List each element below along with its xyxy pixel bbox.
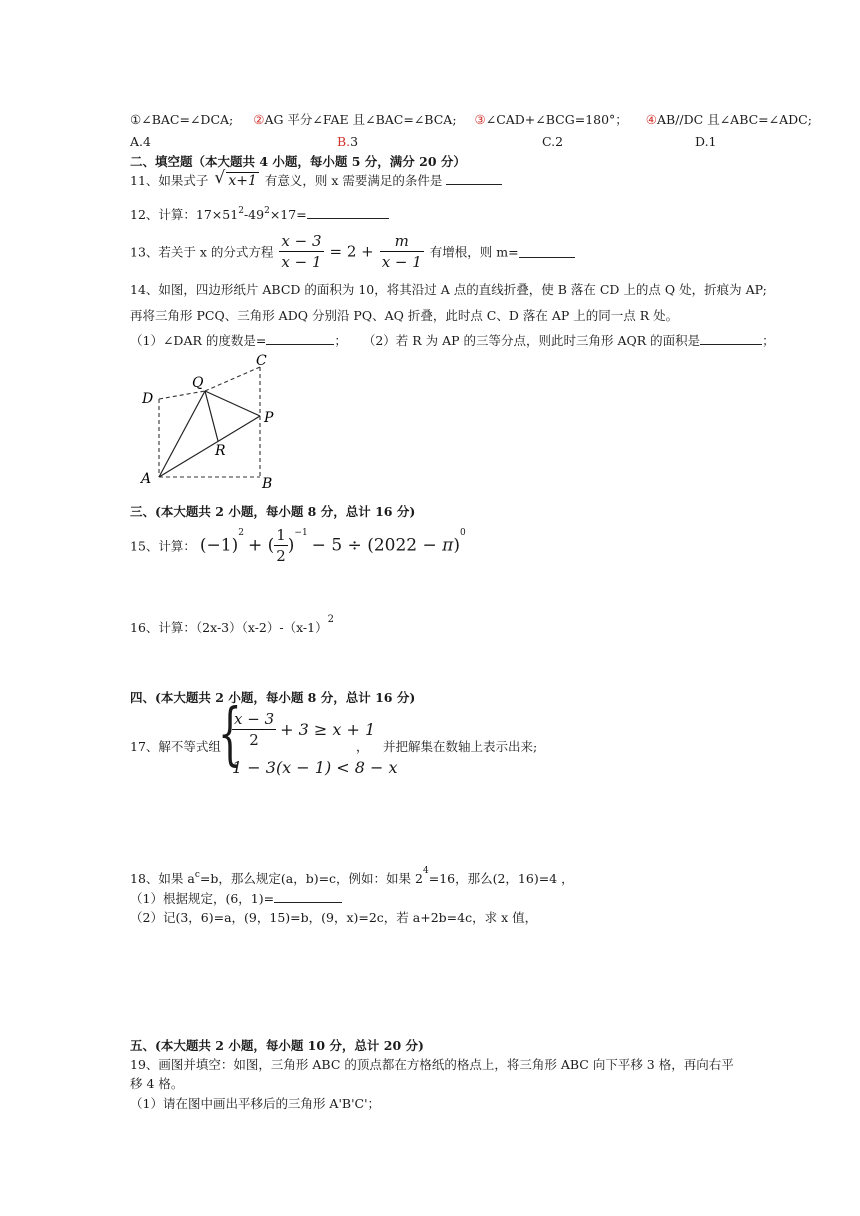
q15-rest: − 5 ÷ (2022 − xyxy=(311,535,443,556)
q10-opt2: AG 平分∠FAE 且∠BAC=∠BCA; xyxy=(264,112,457,127)
q17-fden: 2 xyxy=(249,731,259,749)
segment-ap xyxy=(159,416,260,477)
q14-part1-end: ； xyxy=(334,333,347,348)
q15-exp2: −1 xyxy=(294,528,308,538)
q17-fraction xyxy=(232,710,276,749)
q17-ineq1 xyxy=(232,710,375,749)
q18-text-b: =b，那么规定(a，b)=c，例如：如果 2 xyxy=(199,871,423,886)
section2-title: 二、填空题（本大题共 4 小题，每小题 5 分，满分 20 分） xyxy=(130,154,466,169)
label-p: P xyxy=(264,410,274,426)
q18-line1 xyxy=(130,866,574,887)
q10-opt4-circle: ④ xyxy=(645,112,657,127)
q16-text: 16、计算：（2x-3）（x-2）-（x-1） xyxy=(130,620,328,635)
q13-eq: = 2 + xyxy=(329,242,374,261)
q15-close2: ) xyxy=(453,535,460,556)
q17-ineq2: 1 − 3(x − 1) < 8 − x xyxy=(232,758,398,777)
q16-line xyxy=(130,614,334,636)
q10-options-row xyxy=(130,110,812,128)
q13-fraction-1 xyxy=(279,232,323,271)
q11-line xyxy=(130,170,502,192)
q15-fnum: 1 xyxy=(276,526,286,544)
q14-geometry-figure xyxy=(138,354,288,490)
q16-exp: 2 xyxy=(327,614,334,625)
q11-suffix: 有意义，则 x 需要满足的条件是 xyxy=(264,173,443,188)
label-q: Q xyxy=(192,375,204,391)
q11-prefix: 11、如果式子 xyxy=(130,173,209,188)
q13-num2: m xyxy=(380,232,424,252)
q17-fnum: x − 3 xyxy=(234,710,275,728)
q12-line xyxy=(130,205,389,223)
q12-sq1: 2 xyxy=(238,206,244,216)
q14-part2-end: ； xyxy=(762,333,775,348)
q10-choice-b xyxy=(337,134,358,149)
q15-prefix: 15、计算： xyxy=(130,538,196,554)
q10-opt1-circle: ① xyxy=(130,112,142,127)
label-c: C xyxy=(256,354,267,369)
q15-close: ) xyxy=(287,535,295,556)
q14-parts xyxy=(130,331,775,349)
sqrt-expression xyxy=(214,170,259,192)
answer-blank[interactable] xyxy=(446,172,502,185)
q15-fraction xyxy=(274,526,288,565)
q15-term1: (−1) xyxy=(199,535,239,556)
q12-mid: -49 xyxy=(243,207,265,222)
q18-part1: （1）根据规定，(6，1)= xyxy=(130,891,275,906)
answer-blank[interactable] xyxy=(700,332,762,345)
q18-part2: （2）记(3，6)=a，(9，15)=b，(9，x)=2c，若 a+2b=4c，求 x 值， xyxy=(130,910,538,925)
q12-prefix: 12、计算：17×51 xyxy=(130,207,239,222)
section3-title: 三、(本大题共 2 小题，每小题 8 分，总计 16 分) xyxy=(130,504,416,519)
answer-blank[interactable] xyxy=(307,206,389,219)
section4-title: 四、(本大题共 2 小题，每小题 8 分，总计 16 分) xyxy=(130,690,416,705)
q18-text-a: 18、如果 a xyxy=(130,871,195,886)
q15-pi: π xyxy=(442,535,454,556)
q15-exp3: 0 xyxy=(459,528,466,538)
q13-prefix: 13、若关于 x 的分式方程 xyxy=(130,244,274,260)
q10-opt3-circle: ③ xyxy=(474,112,486,127)
label-r: R xyxy=(215,443,226,459)
q18-sup-c: c xyxy=(194,870,200,880)
segment-qp xyxy=(205,391,260,416)
label-a: A xyxy=(141,471,152,487)
q10-choice-b-letter: B. xyxy=(337,134,351,149)
q13-line xyxy=(130,232,575,271)
q18-part1-line xyxy=(130,889,342,907)
q15-line xyxy=(130,526,466,565)
q13-suffix: 有增根，则 m= xyxy=(429,244,519,260)
q17-left-brace: { xyxy=(218,695,242,774)
q10-choice-b-value: 3 xyxy=(350,134,359,149)
answer-blank[interactable] xyxy=(274,890,342,903)
q12-suffix: ×17= xyxy=(269,207,307,222)
sqrt-radical-sign: √ xyxy=(214,168,226,188)
q12-sq2: 2 xyxy=(264,206,270,216)
q18-text-c: =16，那么(2，16)=4 ， xyxy=(428,871,574,886)
q17-comma: ， xyxy=(356,739,369,754)
q19-part1: （1）请在图中画出平移后的三角形 A'B'C'； xyxy=(130,1096,381,1111)
dashed-line-qc xyxy=(205,367,260,391)
answer-blank[interactable] xyxy=(266,332,334,345)
label-d: D xyxy=(142,391,154,407)
q13-num1: x − 3 xyxy=(281,232,322,250)
q13-fraction-2 xyxy=(380,232,424,271)
q10-opt4: AB//DC 且∠ABC=∠ADC; xyxy=(657,112,812,127)
q14-part2: （2）若 R 为 AP 的三等分点，则此时三角形 AQR 的面积是 xyxy=(362,333,701,348)
q15-fden: 2 xyxy=(276,547,286,565)
segment-aq xyxy=(159,391,205,477)
dashed-line-dq xyxy=(159,391,205,399)
q17-prefix: 17、解不等式组 xyxy=(130,739,221,754)
q19-line2: 移 4 格。 xyxy=(130,1076,184,1091)
q15-exp1: 2 xyxy=(238,528,244,538)
q10-opt2-circle: ② xyxy=(253,112,265,127)
q10-opt1: ∠BAC=∠DCA; xyxy=(141,112,234,127)
q14-line1: 14、如图，四边形纸片 ABCD 的面积为 10，将其沿过 A 点的直线折叠，使 B 落在 CD 上的点 Q 处，折痕为 AP; xyxy=(130,282,767,297)
segment-qr xyxy=(205,391,218,441)
q10-opt3: ∠CAD+∠BCG=180°； xyxy=(485,112,628,127)
q13-den1: x − 1 xyxy=(281,253,322,271)
q11-radicand: x+1 xyxy=(228,173,257,189)
q17-ineq1-rest: + 3 ≥ x + 1 xyxy=(280,720,376,739)
q14-line2: 再将三角形 PCQ、三角形 ADQ 分别沿 PQ、AQ 折叠，此时点 C、D 落在 AP 上的同一点 R 处。 xyxy=(130,308,679,323)
q15-plus: + ( xyxy=(247,535,275,556)
q19-line1: 19、画图并填空：如图，三角形 ABC 的顶点都在方格纸的格点上，将三角形 ABC 向下平移 3 格，再向右平 xyxy=(130,1057,734,1072)
q17-suffix: 并把解集在数轴上表示出来; xyxy=(383,739,538,754)
q13-den2: x − 1 xyxy=(381,253,422,271)
answer-blank[interactable] xyxy=(519,245,575,258)
q18-sup-4: 4 xyxy=(422,866,429,876)
q10-choice-a: A.4 xyxy=(130,134,151,149)
q14-part1: （1）∠DAR 的度数是= xyxy=(130,333,267,348)
section5-title: 五、(本大题共 2 小题，每小题 10 分，总计 20 分) xyxy=(130,1038,424,1053)
q10-choice-d: D.1 xyxy=(695,134,717,149)
label-b: B xyxy=(262,476,273,490)
q10-choice-c: C.2 xyxy=(542,134,564,149)
